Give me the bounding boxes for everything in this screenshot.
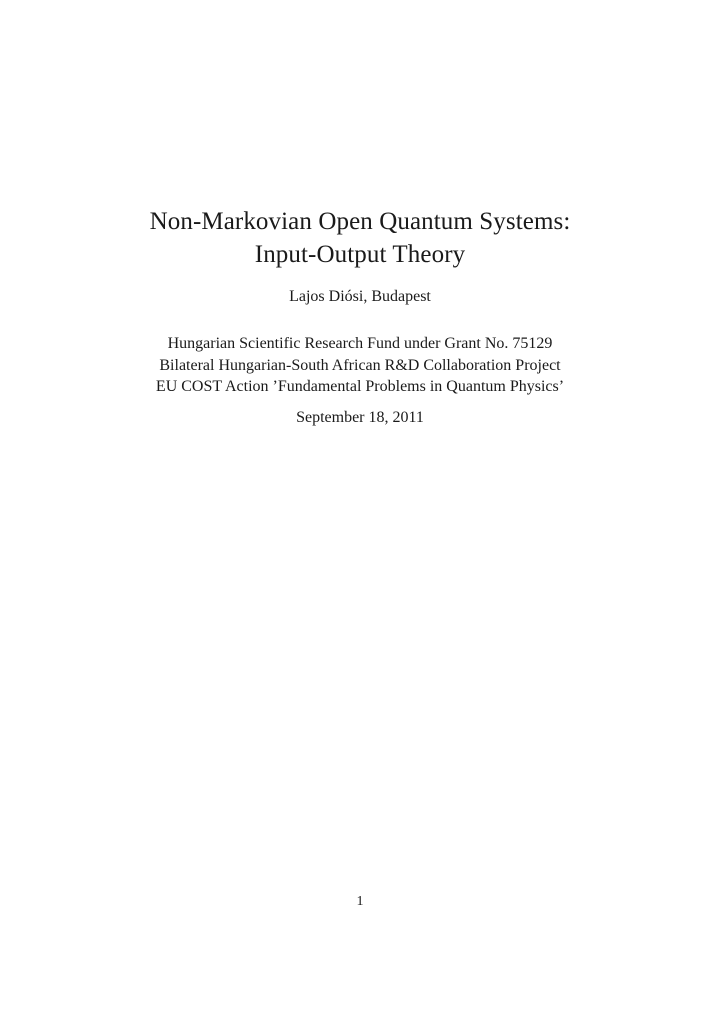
funding-line-1: Hungarian Scientific Research Fund under Grant No. 75129 bbox=[167, 335, 553, 352]
publication-date: September 18, 2011 bbox=[296, 409, 424, 426]
funding-acknowledgements bbox=[0, 333, 720, 398]
author-line: Lajos Diósi, Budapest bbox=[289, 288, 431, 305]
paper-title bbox=[0, 205, 720, 271]
page-number: 1 bbox=[356, 894, 364, 909]
paper-title-line-1: Non-Markovian Open Quantum Systems: bbox=[149, 208, 571, 235]
paper-title-line-2: Input-Output Theory bbox=[254, 241, 466, 268]
funding-line-2: Bilateral Hungarian-South African R&D Collaboration Project bbox=[159, 356, 561, 374]
funding-line-3: EU COST Action ’Fundamental Problems in Quantum Physics’ bbox=[155, 378, 565, 395]
